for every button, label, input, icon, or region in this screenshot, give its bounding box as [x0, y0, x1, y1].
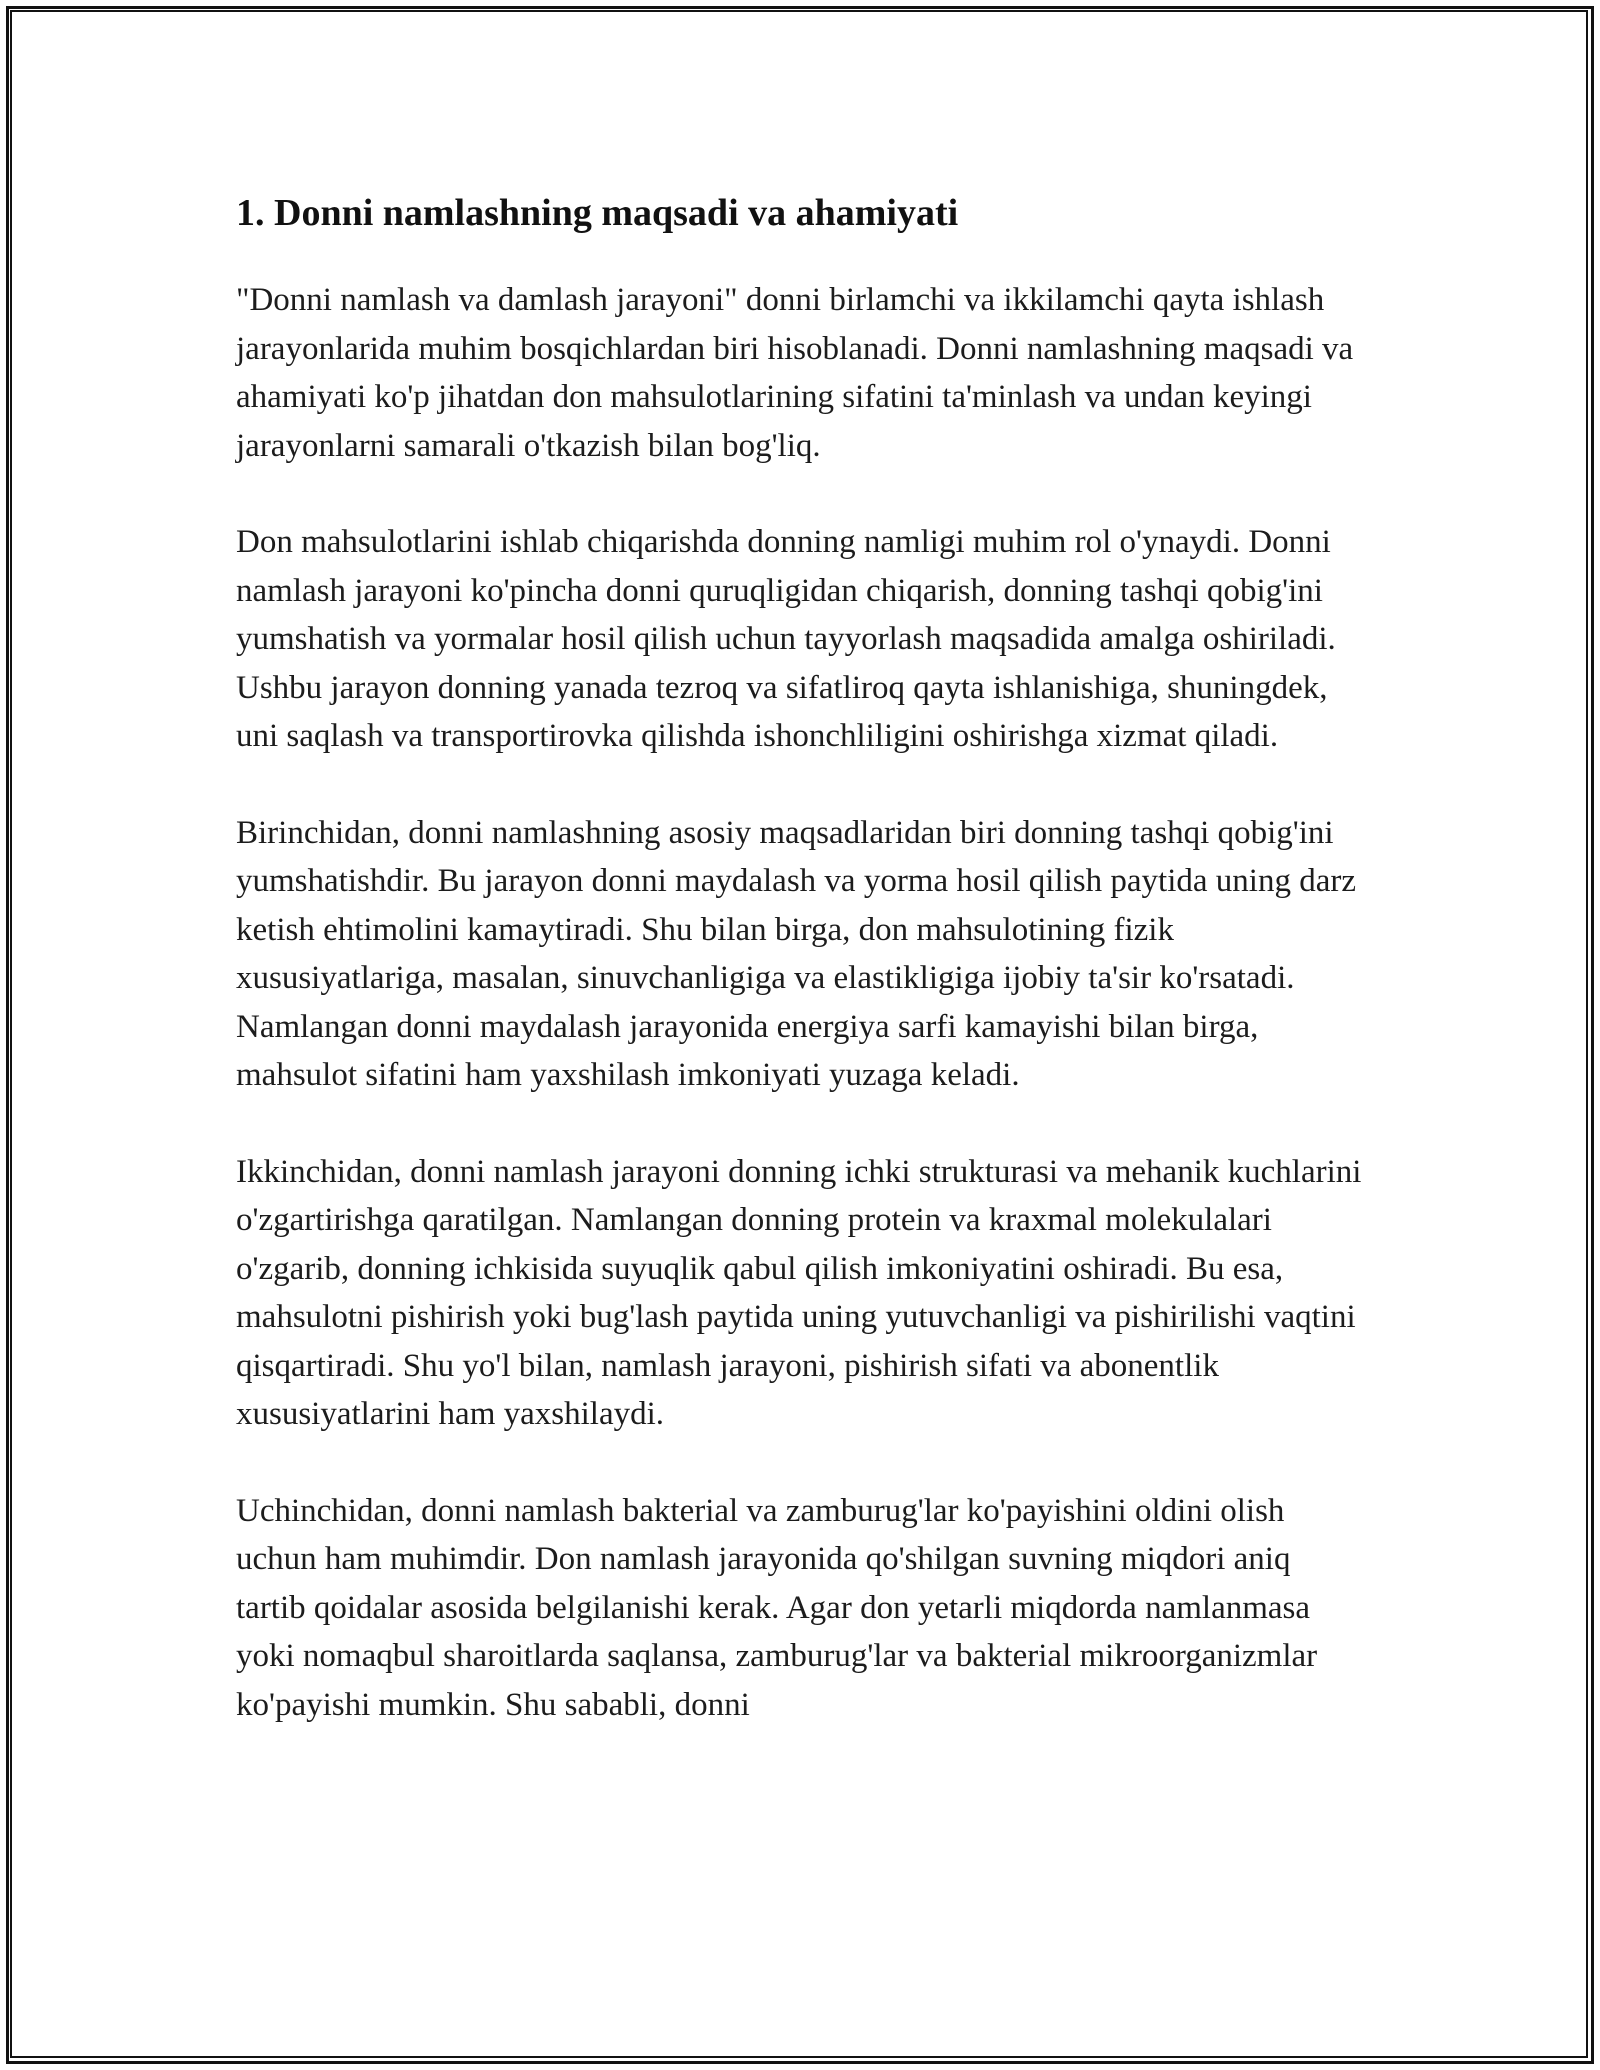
paragraph-second-point: Ikkinchidan, donni namlash jarayoni donning ichki strukturasi va mehanik kuchlarini o'zgartirishga qaratilgan. Namlangan donning protein va kraxmal molekulalari o'zgarib, donning ichkisida suyuqlik qabul qilish imkoniyatini oshiradi. Bu esa, mahsulotni pishirish yoki bug'lash paytida uning yutuvchanligi va pishirilishi vaqtini qisqartiradi. Shu yo'l bilan, namlash jarayoni, pishirish sifati va abonentlik xususiyatlarini ham yaxshilaydi.	[236, 1153, 1362, 1432]
paragraph-intro: "Donni namlash va damlash jarayoni" donni birlamchi va ikkilamchi qayta ishlash jarayonlarida muhim bosqichlardan biri hisoblanadi. Donni namlashning maqsadi va ahamiyati ko'p jihatdan don mahsulotlarining sifatini ta'minlash va undan keyingi jarayonlarni samarali o'tkazish bilan bog'liq.	[236, 282, 1354, 464]
page-content	[236, 186, 1366, 1777]
section-heading: 1. Donni namlashning maqsadi va ahamiyati	[236, 192, 959, 234]
paragraph-first-point: Birinchidan, donni namlashning asosiy maqsadlaridan biri donning tashqi qobig'ini yumshatishdir. Bu jarayon donni maydalash va yorma hosil qilish paytida uning darz ketish ehtimolini kamaytiradi. Shu bilan birga, don mahsulotining fizik xususiyatlariga, masalan, sinuvchanligiga va elastikligiga ijobiy ta'sir ko'rsatadi. Namlangan donni maydalash jarayonida energiya sarfi kamayishi bilan birga, mahsulot sifatini ham yaxshilash imkoniyati yuzaga keladi.	[236, 814, 1356, 1093]
paragraph-moisture-role: Don mahsulotlarini ishlab chiqarishda donning namligi muhim rol o'ynaydi. Donni namlash jarayoni ko'pincha donni quruqligidan chiqarish, donning tashqi qobig'ini yumshatish va yormalar hosil qilish uchun tayyorlash maqsadida amalga oshiriladi. Ushbu jarayon donning yanada tezroq va sifatliroq qayta ishlanishiga, shuningdek, uni saqlash va transportirovka qilishda ishonchliligini oshirishga xizmat qiladi.	[236, 524, 1336, 754]
paragraph-third-point: Uchinchidan, donni namlash bakterial va zamburug'lar ko'payishini oldini olish uchun ham muhimdir. Don namlash jarayonida qo'shilgan suvning miqdori aniq tartib qoidalar asosida belgilanishi kerak. Agar don yetarli miqdorda namlanmasa yoki nomaqbul sharoitlarda saqlansa, zamburug'lar va bakterial mikroorganizmlar ko'payishi mumkin. Shu sababli, donni	[236, 1492, 1318, 1723]
